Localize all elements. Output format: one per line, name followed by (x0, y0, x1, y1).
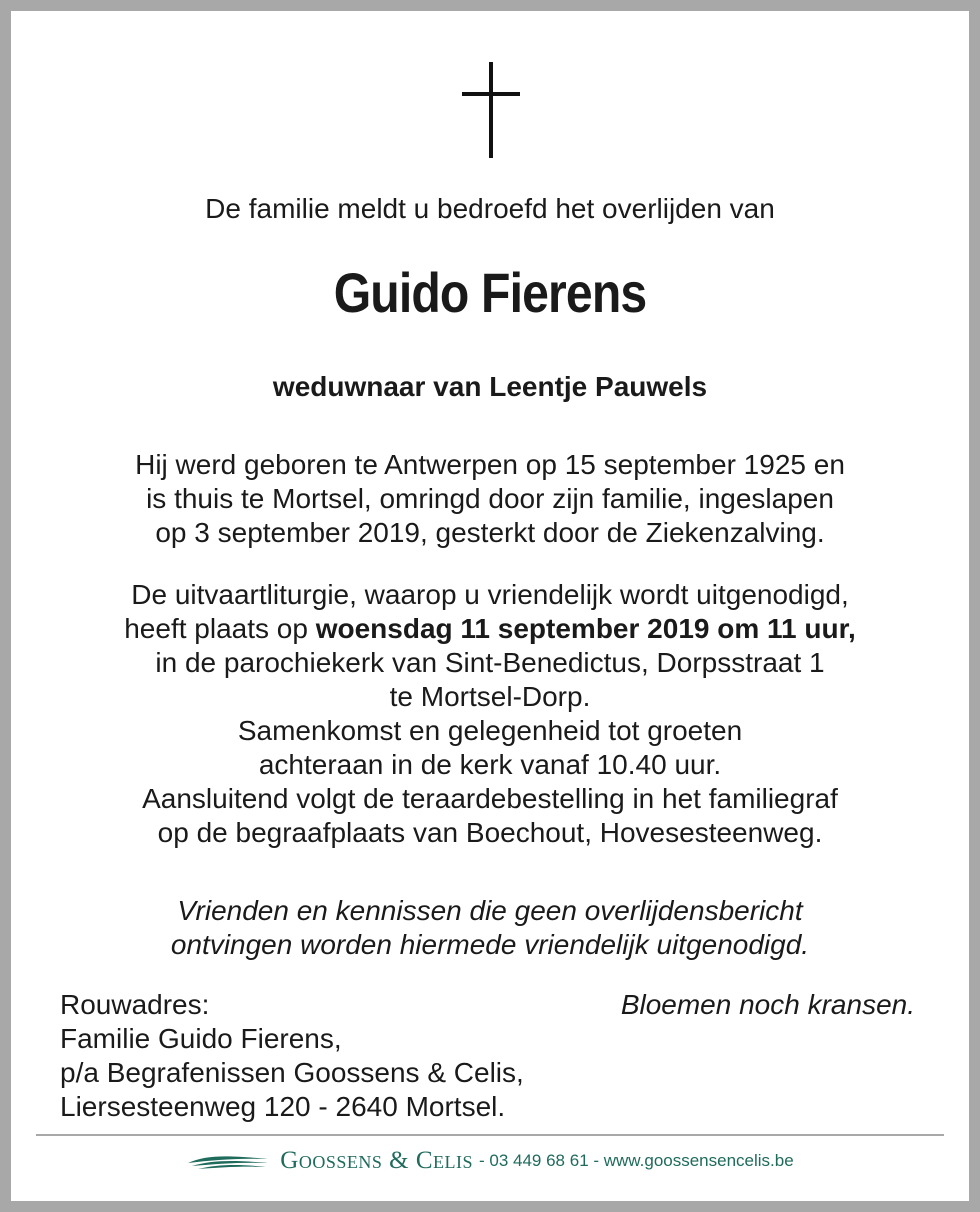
funeral-home-brand: Goossens & Celis (280, 1147, 473, 1174)
ceremony-date: woensdag 11 september 2019 om 11 uur, (315, 613, 856, 644)
birth-line: Hij werd geboren te Antwerpen op 15 september 1925 en (135, 449, 845, 480)
footer-divider (36, 1134, 944, 1136)
address-line: p/a Begrafenissen Goossens & Celis, (60, 1057, 524, 1088)
ceremony-line: Aansluitend volgt de teraardebestelling in het familiegraf (142, 783, 838, 814)
invitation-line: Vrienden en kennissen die geen overlijdensbericht (177, 895, 803, 926)
address-line: Rouwadres: (60, 989, 210, 1020)
mourning-address (60, 988, 524, 1124)
ceremony-line: De uitvaartliturgie, waarop u vriendelijk wordt uitgenodigd, (131, 579, 849, 610)
address-line: Familie Guido Fierens, (60, 1023, 342, 1054)
waves-logo-icon (186, 1149, 270, 1173)
funeral-home-footer (0, 1146, 980, 1176)
flowers-note: Bloemen noch kransen. (620, 989, 915, 1020)
funeral-home-contact: - 03 449 68 61 - www.goossensencelis.be (479, 1151, 794, 1170)
ceremony-line: Samenkomst en gelegenheid tot groeten (237, 715, 743, 746)
invitation-line: ontvingen worden hiermede vriendelijk uitgenodigd. (170, 929, 810, 960)
intro-text: De familie meldt u bedroefd het overlijden van (205, 193, 775, 224)
ceremony-paragraph (0, 578, 980, 850)
address-line: Liersesteenweg 120 - 2640 Mortsel. (60, 1091, 506, 1122)
ceremony-line: te Mortsel-Dorp. (389, 681, 591, 712)
ceremony-line: op de begraafplaats van Boechout, Hovesesteenweg. (157, 817, 823, 848)
deceased-name: Guido Fierens (333, 261, 647, 324)
ceremony-date-prefix: heeft plaats op (124, 613, 316, 644)
cross-icon (462, 62, 520, 158)
ceremony-line: achteraan in de kerk vanaf 10.40 uur. (258, 749, 722, 780)
birth-line: is thuis te Mortsel, omringd door zijn familie, ingeslapen (146, 483, 834, 514)
invitation-paragraph (0, 894, 980, 962)
birth-line: op 3 september 2019, gesterkt door de Ziekenzalving. (155, 517, 825, 548)
ceremony-date-line (0, 612, 980, 646)
birth-paragraph (0, 448, 980, 550)
widower-text: weduwnaar van Leentje Pauwels (272, 371, 708, 402)
ceremony-line: in de parochiekerk van Sint-Benedictus, Dorpsstraat 1 (155, 647, 825, 678)
